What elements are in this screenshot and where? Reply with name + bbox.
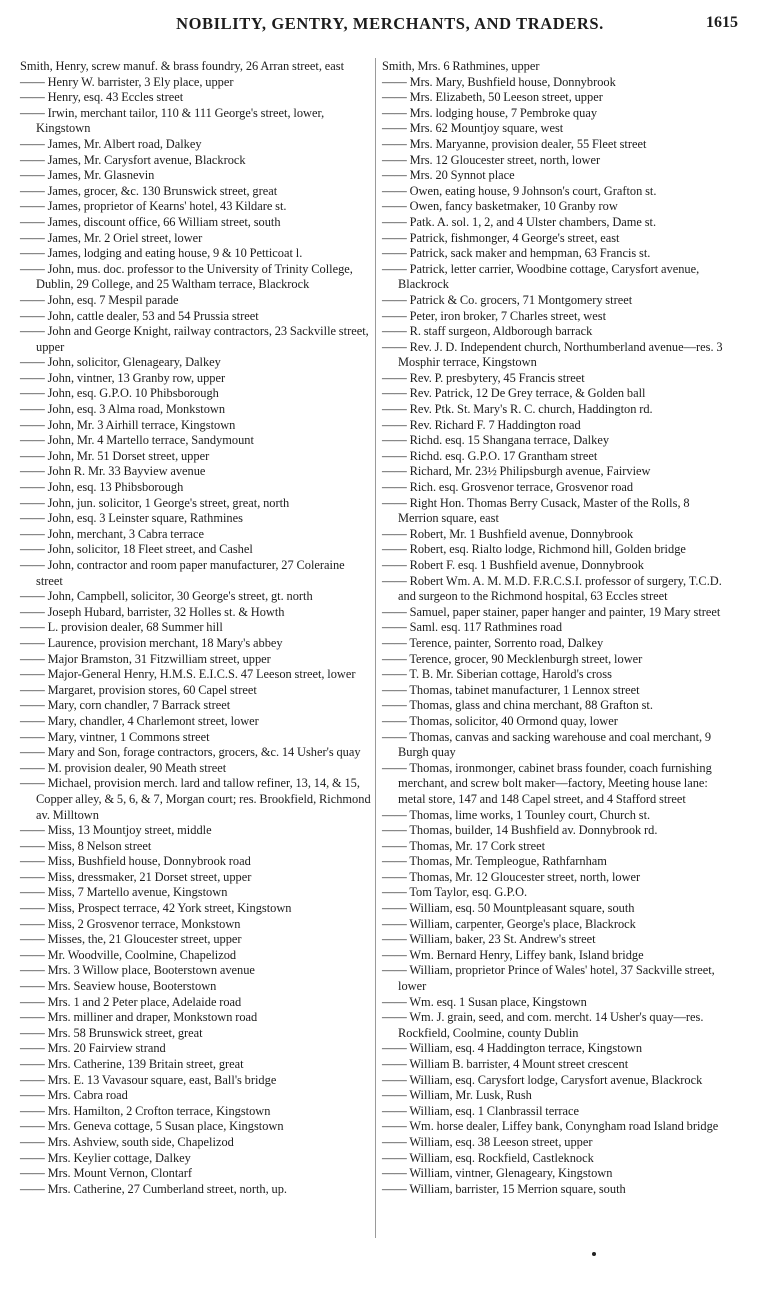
directory-entry: —— Thomas, glass and china merchant, 88 Grafton st. xyxy=(382,698,653,713)
directory-entry: —— Rev. Patrick, 12 De Grey terrace, & Golden ball xyxy=(382,386,646,401)
directory-entry: —— James, lodging and eating house, 9 & 10 Petticoat l. xyxy=(20,246,303,261)
directory-entry: —— Patrick, fishmonger, 4 George's street, east xyxy=(382,230,620,245)
directory-entry: —— William, esq. Rockfield, Castleknock xyxy=(382,1150,594,1165)
directory-entry: —— Robert Wm. A. M. M.D. F.R.C.S.I. professor of surgery, T.C.D. and surgeon to the Richmond hospital, 63 Eccles street xyxy=(382,573,722,604)
directory-entry: —— John and George Knight, railway contractors, 23 Sackville street, upper xyxy=(20,324,369,354)
directory-entry: —— John, jun. solicitor, 1 George's street, great, north xyxy=(20,495,290,510)
directory-entry: Smith, Henry, screw manuf. & brass foundry, 26 Arran street, east xyxy=(20,59,345,73)
directory-entry: —— Rich. esq. Grosvenor terrace, Grosvenor road xyxy=(382,480,634,495)
directory-entry: —— Thomas, lime works, 1 Tounley court, Church st. xyxy=(382,807,651,822)
directory-entry: —— John, esq. G.P.O. 10 Phibsborough xyxy=(20,386,219,401)
directory-entry: —— William, baker, 23 St. Andrew's street xyxy=(382,932,596,947)
directory-entry: —— Mrs. Catherine, 139 Britain street, great xyxy=(20,1057,244,1071)
directory-entry: —— Miss, dressmaker, 21 Dorset street, upper xyxy=(20,869,252,884)
directory-entry: —— Patrick, letter carrier, Woodbine cottage, Carysfort avenue, Blackrock xyxy=(382,261,700,292)
directory-entry: —— Thomas, ironmonger, cabinet brass founder, coach furnishing merchant, and screw bolt maker—factory, Meeting house lane: metal store, 147 and 148 Capel street, and 4 Stafford street xyxy=(382,760,712,806)
directory-entry: —— Henry, esq. 43 Eccles street xyxy=(20,90,184,105)
directory-entry: —— Samuel, paper stainer, paper hanger and painter, 19 Mary street xyxy=(382,604,721,619)
directory-entry: —— William, proprietor Prince of Wales' hotel, 37 Sackville street, lower xyxy=(382,963,715,994)
directory-entry: —— Miss, 13 Mountjoy street, middle xyxy=(20,823,212,838)
directory-entry: —— Mrs. Geneva cottage, 5 Susan place, Kingstown xyxy=(20,1119,284,1134)
directory-entry: —— Mrs. Mount Vernon, Clontarf xyxy=(20,1166,193,1181)
directory-entry: —— William, carpenter, George's place, Blackrock xyxy=(382,916,636,931)
directory-entry: —— Owen, eating house, 9 Johnson's court, Grafton st. xyxy=(382,183,657,198)
directory-entry: —— Mrs. lodging house, 7 Pembroke quay xyxy=(382,105,598,120)
directory-entry: —— Michael, provision merch. lard and tallow refiner, 13, 14, & 15, Copper alley, & 5, 6, & 7, Morgan court; res. Brookfield, Richmond av. Milltown xyxy=(20,776,371,822)
directory-entry: —— Mrs. 3 Willow place, Booterstown avenue xyxy=(20,963,255,978)
directory-entry: —— Thomas, Mr. 17 Cork street xyxy=(382,838,546,853)
directory-entry: —— Owen, fancy basketmaker, 10 Granby row xyxy=(382,199,618,214)
directory-entry: —— Henry W. barrister, 3 Ely place, upper xyxy=(20,74,234,89)
directory-entry: —— Richd. esq. 15 Shangana terrace, Dalkey xyxy=(382,433,610,448)
directory-entry: —— Wm. esq. 1 Susan place, Kingstown xyxy=(382,994,587,1009)
directory-entry: —— Misses, the, 21 Gloucester street, upper xyxy=(20,932,242,947)
directory-entry: —— Mrs. E. 13 Vavasour square, east, Ball's bridge xyxy=(20,1072,277,1087)
directory-entry: —— Saml. esq. 117 Rathmines road xyxy=(382,620,563,635)
directory-entry: —— Mrs. 58 Brunswick street, great xyxy=(20,1025,203,1040)
directory-entry: —— John, vintner, 13 Granby row, upper xyxy=(20,370,226,385)
directory-entry: —— Mrs. Mary, Bushfield house, Donnybrook xyxy=(382,74,616,89)
directory-entry: —— Mrs. 62 Mountjoy square, west xyxy=(382,121,564,136)
directory-entry: —— John, Mr. 4 Martello terrace, Sandymount xyxy=(20,433,254,448)
directory-entry: —— Rev. J. D. Independent church, Northumberland avenue—res. 3 Mosphir terrace, Kingstown xyxy=(382,339,723,370)
directory-entry: —— Wm. horse dealer, Liffey bank, Conyngham road Island bridge xyxy=(382,1119,719,1134)
directory-entry: —— Laurence, provision merchant, 18 Mary's abbey xyxy=(20,635,283,650)
page-title: NOBILITY, GENTRY, MERCHANTS, AND TRADERS. xyxy=(176,14,604,33)
directory-entry: —— James, proprietor of Kearns' hotel, 43 Kildare st. xyxy=(20,199,287,214)
directory-entry: —— Mrs. Keylier cottage, Dalkey xyxy=(20,1150,191,1165)
directory-entry: —— Mrs. Catherine, 27 Cumberland street, north, up. xyxy=(20,1181,288,1196)
directory-entry: Smith, Mrs. 6 Rathmines, upper xyxy=(382,59,540,73)
directory-entry: —— Mary and Son, forage contractors, grocers, &c. 14 Usher's quay xyxy=(20,745,361,760)
directory-entry: —— Mrs. Seaview house, Booterstown xyxy=(20,979,217,994)
directory-entry: —— Richard, Mr. 23½ Philipsburgh avenue, Fairview xyxy=(382,464,651,479)
directory-entry: —— Rev. Ptk. St. Mary's R. C. church, Haddington rd. xyxy=(382,402,653,417)
directory-entry: —— L. provision dealer, 68 Summer hill xyxy=(20,620,223,635)
directory-entry: —— M. provision dealer, 90 Meath street xyxy=(20,760,227,775)
directory-entry: —— Miss, 7 Martello avenue, Kingstown xyxy=(20,885,228,900)
directory-entry: —— Patk. A. sol. 1, 2, and 4 Ulster chambers, Dame st. xyxy=(382,214,657,229)
directory-entry: —— Margaret, provision stores, 60 Capel street xyxy=(20,682,257,697)
directory-entry: —— Joseph Hubard, barrister, 32 Holles st. & Howth xyxy=(20,604,285,619)
directory-entry: —— John, Mr. 51 Dorset street, upper xyxy=(20,448,210,463)
directory-entry: —— Terence, painter, Sorrento road, Dalkey xyxy=(382,635,604,650)
directory-entry: —— R. staff surgeon, Aldborough barrack xyxy=(382,324,593,339)
directory-entry: —— William, esq. Carysfort lodge, Carysfort avenue, Blackrock xyxy=(382,1072,703,1087)
directory-entry: —— James, Mr. 2 Oriel street, lower xyxy=(20,230,203,245)
page-header xyxy=(0,14,768,38)
directory-entry: —— John, merchant, 3 Cabra terrace xyxy=(20,526,204,541)
directory-entry: —— Mrs. Elizabeth, 50 Leeson street, upper xyxy=(382,90,603,105)
directory-entry: —— William, esq. 50 Mountpleasant square, south xyxy=(382,901,635,916)
directory-entry: —— William, vintner, Glenageary, Kingstown xyxy=(382,1166,613,1181)
directory-entry: —— William, Mr. Lusk, Rush xyxy=(382,1088,532,1103)
directory-entry: —— Thomas, builder, 14 Bushfield av. Donnybrook rd. xyxy=(382,823,658,838)
directory-entry: —— Mr. Woodville, Coolmine, Chapelizod xyxy=(20,947,237,962)
right-column xyxy=(382,59,732,1197)
directory-entry: —— John R. Mr. 33 Bayview avenue xyxy=(20,464,206,479)
directory-entry: —— Mrs. Ashview, south side, Chapelizod xyxy=(20,1134,234,1149)
directory-entry: —— Terence, grocer, 90 Mecklenburgh street, lower xyxy=(382,651,643,666)
stray-dot xyxy=(592,1252,596,1256)
directory-entry: —— John, esq. 7 Mespil parade xyxy=(20,292,179,307)
directory-entry: —— Miss, Bushfield house, Donnybrook road xyxy=(20,854,251,869)
directory-entry: —— William, barrister, 15 Merrion square, south xyxy=(382,1181,626,1196)
directory-entry: —— Miss, 2 Grosvenor terrace, Monkstown xyxy=(20,916,241,931)
directory-entry: —— Major Bramston, 31 Fitzwilliam street, upper xyxy=(20,651,271,666)
directory-entry: —— James, Mr. Albert road, Dalkey xyxy=(20,136,202,151)
directory-entry: —— Wm. J. grain, seed, and com. mercht. 14 Usher's quay—res. Rockfield, Coolmine, county Dublin xyxy=(382,1010,704,1040)
directory-entry: —— Right Hon. Thomas Berry Cusack, Master of the Rolls, 8 Merrion square, east xyxy=(382,495,690,526)
directory-entry: —— James, grocer, &c. 130 Brunswick street, great xyxy=(20,183,278,198)
directory-entry: —— Miss, 8 Nelson street xyxy=(20,838,152,853)
directory-entry: —— James, Mr. Glasnevin xyxy=(20,168,155,183)
column-divider xyxy=(375,58,376,1238)
directory-entry: —— Mary, corn chandler, 7 Barrack street xyxy=(20,698,231,713)
directory-entry: —— John, esq. 13 Phibsborough xyxy=(20,480,184,495)
directory-entry: —— James, discount office, 66 William street, south xyxy=(20,214,281,229)
directory-entry: —— Mrs. 20 Synnot place xyxy=(382,168,515,183)
directory-entry: —— Richd. esq. G.P.O. 17 Grantham street xyxy=(382,448,598,463)
directory-entry: —— Patrick, sack maker and hempman, 63 Francis st. xyxy=(382,246,651,261)
directory-entry: —— Mary, chandler, 4 Charlemont street, lower xyxy=(20,713,259,728)
directory-entry: —— Wm. Bernard Henry, Liffey bank, Island bridge xyxy=(382,947,644,962)
directory-entry: —— Thomas, canvas and sacking warehouse and coal merchant, 9 Burgh quay xyxy=(382,729,712,760)
directory-entry: —— Major-General Henry, H.M.S. E.I.C.S. 47 Leeson street, lower xyxy=(20,667,356,682)
directory-entry: —— James, Mr. Carysfort avenue, Blackrock xyxy=(20,152,246,167)
directory-entry: —— Patrick & Co. grocers, 71 Montgomery street xyxy=(382,292,633,307)
directory-entry: —— Mrs. milliner and draper, Monkstown road xyxy=(20,1010,258,1025)
directory-entry: —— Robert F. esq. 1 Bushfield avenue, Donnybrook xyxy=(382,558,644,572)
directory-entry: —— John, solicitor, 18 Fleet street, and Cashel xyxy=(20,542,253,557)
directory-entry: —— Thomas, tabinet manufacturer, 1 Lennox street xyxy=(382,682,640,697)
directory-entry: —— Rev. P. presbytery, 45 Francis street xyxy=(382,370,585,385)
directory-entry: —— T. B. Mr. Siberian cottage, Harold's cross xyxy=(382,667,612,682)
left-column xyxy=(20,59,372,1197)
directory-entry: —— John, mus. doc. professor to the University of Trinity College, Dublin, 29 College, and 25 Waltham terrace, Blackrock xyxy=(20,261,353,292)
directory-entry: —— John, Mr. 3 Airhill terrace, Kingstown xyxy=(20,417,236,432)
directory-entry: —— John, solicitor, Glenageary, Dalkey xyxy=(20,355,221,370)
directory-entry: —— Mary, vintner, 1 Commons street xyxy=(20,729,210,744)
directory-entry: —— Irwin, merchant tailor, 110 & 111 George's street, lower, Kingstown xyxy=(20,105,325,136)
directory-entry: —— Mrs. 1 and 2 Peter place, Adelaide road xyxy=(20,994,242,1009)
directory-entry: —— William, esq. 1 Clanbrassil terrace xyxy=(382,1103,580,1118)
directory-entry: —— John, esq. 3 Alma road, Monkstown xyxy=(20,402,226,417)
directory-entry: —— Rev. Richard F. 7 Haddington road xyxy=(382,417,581,432)
directory-entry: —— Mrs. 20 Fairview strand xyxy=(20,1041,166,1056)
directory-entry: —— John, esq. 3 Leinster square, Rathmines xyxy=(20,511,243,526)
directory-entry: —— Robert, esq. Rialto lodge, Richmond hill, Golden bridge xyxy=(382,542,686,557)
directory-entry: —— John, cattle dealer, 53 and 54 Prussia street xyxy=(20,308,259,323)
directory-entry: —— Tom Taylor, esq. G.P.O. xyxy=(382,885,528,900)
directory-entry: —— Miss, Prospect terrace, 42 York street, Kingstown xyxy=(20,901,292,916)
directory-entry: —— John, Campbell, solicitor, 30 George's street, gt. north xyxy=(20,589,313,604)
directory-entry: —— Mrs. Maryanne, provision dealer, 55 Fleet street xyxy=(382,136,647,151)
directory-entry: —— Thomas, Mr. Templeogue, Rathfarnham xyxy=(382,854,607,869)
directory-entry: —— Peter, iron broker, 7 Charles street, west xyxy=(382,308,607,323)
directory-entry: —— Mrs. Cabra road xyxy=(20,1088,128,1103)
directory-entry: —— William, esq. 4 Haddington terrace, Kingstown xyxy=(382,1041,643,1056)
directory-entry: —— John, contractor and room paper manufacturer, 27 Coleraine street xyxy=(20,558,345,588)
directory-entry: —— Thomas, solicitor, 40 Ormond quay, lower xyxy=(382,713,618,728)
directory-entry: —— Mrs. Hamilton, 2 Crofton terrace, Kingstown xyxy=(20,1103,271,1118)
directory-entry: —— Thomas, Mr. 12 Gloucester street, north, lower xyxy=(382,869,641,884)
directory-entry: —— William B. barrister, 4 Mount street crescent xyxy=(382,1057,629,1071)
directory-entry: —— William, esq. 38 Leeson street, upper xyxy=(382,1134,593,1149)
directory-entry: —— Robert, Mr. 1 Bushfield avenue, Donnybrook xyxy=(382,526,634,541)
directory-entry: —— Mrs. 12 Gloucester street, north, lower xyxy=(382,152,601,167)
page-number: 1615 xyxy=(706,14,738,31)
